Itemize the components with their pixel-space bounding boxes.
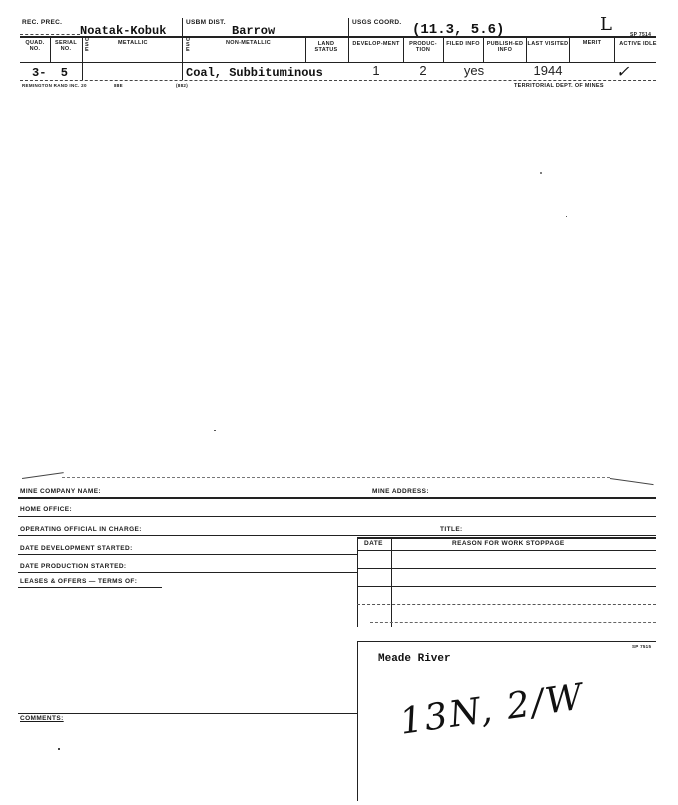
stoppage-header-rule <box>357 550 656 551</box>
mark-value: L <box>600 14 612 35</box>
rule-home-office <box>18 516 656 517</box>
stoppage-row-rule-1 <box>357 568 656 569</box>
handwritten-note: 13N, 2/W <box>397 676 587 743</box>
stoppage-row-rule-4 <box>370 622 656 623</box>
nonmetallic-value: Coal, Subbituminous <box>186 66 323 80</box>
header-rule-1 <box>20 36 656 38</box>
torn-edge-right <box>609 478 654 493</box>
comments-label: COMMENTS: <box>20 715 64 722</box>
rule-leases <box>18 587 162 588</box>
stoppage-bottom-rule <box>357 641 656 642</box>
usgs-coord-label: USGS COORD. <box>352 19 402 26</box>
printer-code-2: (882) <box>176 83 189 88</box>
stoppage-row-rule-2 <box>357 586 656 587</box>
speck <box>214 430 216 431</box>
last-visited-value: 1944 <box>533 63 563 78</box>
form-number: SP 7514 <box>630 32 652 38</box>
printer-credit: REMINGTON RAND INC. 20 <box>22 83 87 88</box>
usbm-dist-value: Barrow <box>232 24 276 38</box>
quad-no-label: QUAD. NO. <box>25 40 45 52</box>
land-status-label: LAND STATUS <box>314 41 338 53</box>
location-note: Meade River <box>378 653 451 665</box>
operating-official-label: OPERATING OFFICIAL IN CHARGE: <box>20 526 142 533</box>
leases-label: LEASES & OFFERS — TERMS OF: <box>20 578 138 585</box>
usbm-dist-label: USBM DIST. <box>186 19 226 26</box>
rec-prec-dash <box>20 34 80 35</box>
nonmetallic-label: NON-METALLIC <box>226 40 272 46</box>
production-value: 2 <box>419 63 427 78</box>
torn-edge-left <box>22 472 65 487</box>
use-label-metallic: U S E <box>85 37 90 53</box>
rule-comments <box>18 713 357 714</box>
col-sep-use2 <box>182 38 183 80</box>
col-sep-land <box>305 38 306 62</box>
dev-started-label: DATE DEVELOPMENT STARTED: <box>20 545 133 552</box>
usgs-coord-value: (11.3, 5.6) <box>412 22 505 38</box>
stoppage-top-rule <box>357 537 656 539</box>
rec-prec-label: REC. PREC. <box>22 19 63 26</box>
rule-prod-started <box>18 572 357 573</box>
rule-company <box>18 497 656 499</box>
mine-address-label: MINE ADDRESS: <box>372 488 429 495</box>
metallic-label: METALLIC <box>118 40 148 46</box>
serial-no-label: SERIAL NO. <box>55 40 77 52</box>
rec-prec-value: Noatak-Kobuk <box>80 24 167 38</box>
header-sep-1 <box>182 18 183 36</box>
date-col-label: DATE <box>364 540 383 547</box>
production-label: PRODUC-TION <box>409 41 437 53</box>
speck <box>540 172 542 174</box>
development-value: 1 <box>372 63 380 78</box>
col-sep-prod <box>403 38 404 62</box>
active-idle-label: ACTIVE IDLE <box>619 41 657 47</box>
speck <box>58 748 60 750</box>
col-sep-pub <box>483 38 484 62</box>
rule-official <box>18 535 656 536</box>
mine-company-label: MINE COMPANY NAME: <box>20 488 101 495</box>
form-number-2: SP 7515 <box>632 644 652 649</box>
col-sep-active <box>614 38 615 62</box>
reason-col-label: REASON FOR WORK STOPPAGE <box>452 540 565 547</box>
filed-info-label: FILED INFO <box>446 41 480 47</box>
header-sep-2 <box>348 18 349 36</box>
printer-code-1: 88E <box>114 83 123 88</box>
lower-top-rule <box>62 477 610 478</box>
prod-started-label: DATE PRODUCTION STARTED: <box>20 563 127 570</box>
published-info-label: PUBLISH-ED INFO <box>486 41 524 53</box>
development-label: DEVELOP-MENT <box>352 41 400 47</box>
title-label: TITLE: <box>440 526 463 533</box>
speck <box>566 216 567 217</box>
stoppage-row-rule-3 <box>357 604 656 605</box>
col-sep-filed <box>443 38 444 62</box>
merit-label: MERIT <box>582 40 602 46</box>
lower-vertical-divider <box>357 641 358 801</box>
col-sep-use1 <box>82 38 83 80</box>
home-office-label: HOME OFFICE: <box>20 506 73 513</box>
filed-info-value: yes <box>463 63 485 78</box>
territorial-dept: TERRITORIAL DEPT. OF MINES <box>514 83 604 89</box>
last-visited-label: LAST VISITED <box>527 41 569 47</box>
header-rule-3 <box>20 80 656 81</box>
col-sep-dev <box>348 38 349 62</box>
col-sep-merit <box>569 38 570 62</box>
quad-serial-value: 3- 5 <box>32 66 69 80</box>
use-label-nonmetallic: U S E <box>186 37 191 53</box>
col-sep-serial <box>50 38 51 62</box>
col-sep-visited <box>526 38 527 62</box>
rule-dev-started <box>18 554 357 555</box>
active-idle-mark: ✓ <box>616 62 630 81</box>
